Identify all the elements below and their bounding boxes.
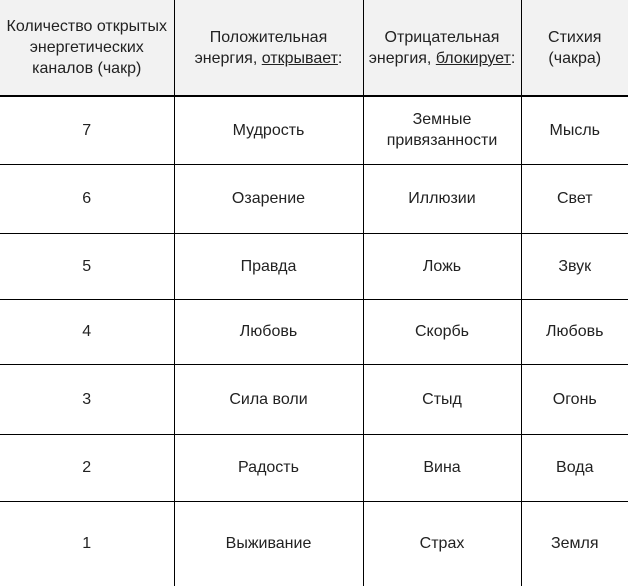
cell-negative: Иллюзии <box>363 164 521 233</box>
cell-count: 7 <box>0 96 174 164</box>
cell-element: Земля <box>521 501 628 586</box>
cell-element: Мысль <box>521 96 628 164</box>
cell-negative: Страх <box>363 501 521 586</box>
cell-element: Огонь <box>521 364 628 434</box>
cell-negative: Вина <box>363 434 521 501</box>
cell-element: Любовь <box>521 299 628 364</box>
cell-negative: Земные привязанности <box>363 96 521 164</box>
header-element-text: Стихия (чакра) <box>548 28 602 67</box>
cell-count: 2 <box>0 434 174 501</box>
table-header <box>0 0 628 96</box>
cell-positive: Радость <box>174 434 363 501</box>
cell-count: 5 <box>0 233 174 299</box>
cell-negative: Стыд <box>363 364 521 434</box>
header-positive-suffix: : <box>337 49 343 67</box>
header-negative-underlined: блокирует <box>435 49 511 67</box>
table-row <box>0 96 628 164</box>
cell-count: 4 <box>0 299 174 364</box>
table-row <box>0 364 628 434</box>
table-row <box>0 434 628 501</box>
cell-count: 1 <box>0 501 174 586</box>
cell-positive: Правда <box>174 233 363 299</box>
header-positive-prefix: Положительная энергия, <box>194 28 328 67</box>
table-row <box>0 233 628 299</box>
cell-positive: Мудрость <box>174 96 363 164</box>
header-positive-energy <box>174 0 363 96</box>
header-row <box>0 0 628 96</box>
cell-count: 3 <box>0 364 174 434</box>
table-row <box>0 501 628 586</box>
table-row <box>0 299 628 364</box>
header-negative-suffix: : <box>510 49 516 67</box>
cell-negative: Скорбь <box>363 299 521 364</box>
cell-positive: Любовь <box>174 299 363 364</box>
cell-positive: Выживание <box>174 501 363 586</box>
header-channel-count <box>0 0 174 96</box>
header-channel-count-text: Количество открытых энергетических каналов (чакр) <box>6 18 167 77</box>
cell-element: Вода <box>521 434 628 501</box>
cell-positive: Сила воли <box>174 364 363 434</box>
cell-count: 6 <box>0 164 174 233</box>
cell-negative: Ложь <box>363 233 521 299</box>
cell-element: Свет <box>521 164 628 233</box>
table-row <box>0 164 628 233</box>
cell-element: Звук <box>521 233 628 299</box>
header-element <box>521 0 628 96</box>
header-positive-underlined: открывает <box>261 49 338 67</box>
cell-positive: Озарение <box>174 164 363 233</box>
header-negative-energy <box>363 0 521 96</box>
header-negative-prefix: Отрицательная энергия, <box>368 28 500 67</box>
